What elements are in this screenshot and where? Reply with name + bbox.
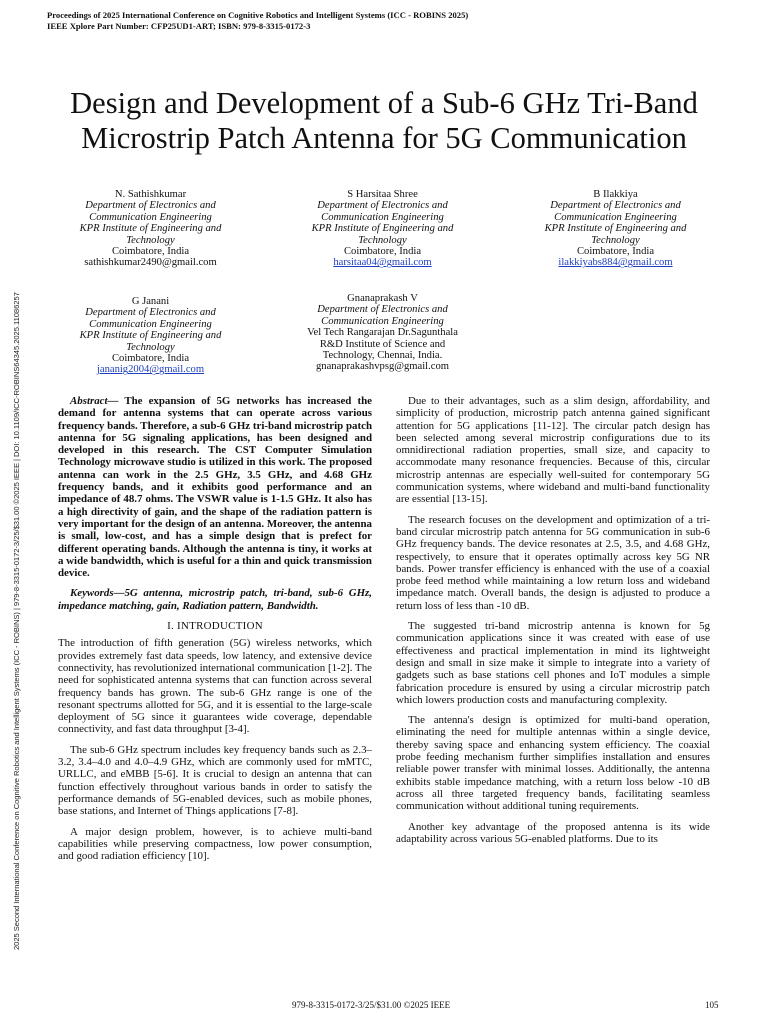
- paragraph: Due to their advantages, such as a slim design, affordability, and simplicity of production, microstrip patch antenna gained significant attention for 5G applications [11-12]. The circular patch design has been selected among several microstrip configurations due to its omnidirectional radiation properties, small size, and capacity to accommodate many resonance frequencies. Because of this, circular microstrip antennas are especially well-suited for contemporary 5G communication systems, where wideband and multi-band functionality are essential [13-15].: [396, 395, 710, 506]
- author-dept: Department of Electronics and: [85, 307, 216, 319]
- author-name: B Ilakkiya: [593, 189, 638, 200]
- title-line-2: Microstrip Patch Antenna for 5G Communication: [81, 121, 687, 155]
- paragraph: Another key advantage of the proposed antenna is its wide adaptability across various 5G-enabled platforms. Due to its: [396, 820, 710, 845]
- author-inst: KPR Institute of Engineering and: [79, 330, 222, 342]
- author-city: Coimbatore, India: [343, 246, 422, 258]
- author-block-3: [513, 189, 718, 269]
- paragraph: The introduction of fifth generation (5G) wireless networks, which provides extremely fast data speeds, low latency, and extensive device connectivity, has revolutionized international communication [1-2]. The need for sophisticated antenna systems that can function across several frequency bands has grown. The sub-6 GHz range is one of the resonant spectrums allotted for 5G, and it is essential to the large-scale deployment of 5G since it guarantees wide coverage, dependable connectivity, and fast data throughput [3-4].: [58, 637, 372, 736]
- author-inst: Technology: [126, 234, 175, 246]
- paragraph: The antenna's design is optimized for multi-band operation, eliminating the need for multiple antennas within a single device, thereby saving space and enhancing system efficiency. The coaxial probe feeding mechanism further simplifies installation and ensures reliable power transfer with minimal losses. Additionally, the antenna exhibits stable impedance matching, with a return loss below -10 dB across all three targeted frequency bands, facilitating seamless communication without additional tuning requirements.: [396, 714, 710, 813]
- author-dept: Department of Electronics and: [317, 200, 448, 212]
- doi-sidebar: [0, 0, 20, 1024]
- author-name: G Janani: [131, 296, 170, 307]
- author-inst: Technology: [126, 341, 175, 353]
- abstract-text: The expansion of 5G networks has increased the demand for antenna systems that can operate across various frequency bands. Therefore, a sub-6 GHz tri-band microstrip patch antenna for 5G signaling applications, has been designed and developed in this research. The CST Computer Simulation Technology microwave studio is utilized in this work. The proposed antenna can work in the 2.5 GHz, 3.5 GHz, and 4.68 GHz frequency bands, and it exhibits good performance and an impedance of 48.7 ohms. The VSWR value is 1-1.5 GHz. It also has a high directivity of gain, and the shape of the radiation pattern is very important for the design of an antenna. Moreover, the antenna is small, low-cost, and has a simple design that is prefect for different operating bands. Although the antenna is tiny, it works at a wide bandwidth, which is useful for a thin and quick transmission device.: [58, 395, 372, 580]
- paragraph: The suggested tri-band microstrip antenna is known for 5g communication applications since it was created with ease of use effectiveness and practical implementation in mind its lightweight design and small in size make it simple to integrate into a variety of gadgets such as base stations cell phones and IoT modules a simple fabrication procedure is ensured by using a circular microstrip patch which lowers production costs and manufacturing complexity.: [396, 620, 710, 706]
- proceedings-header: [47, 10, 468, 32]
- author-dept: Department of Electronics and: [85, 200, 216, 212]
- author-city: Coimbatore, India: [576, 246, 655, 258]
- author-dept: Communication Engineering: [554, 211, 677, 223]
- author-dept: Communication Engineering: [89, 211, 212, 223]
- author-dept: Communication Engineering: [321, 315, 444, 327]
- author-block-2: [280, 189, 485, 269]
- author-inst: R&D Institute of Science and: [319, 338, 446, 350]
- author-email[interactable]: gnanaprakashvpsg@gmail.com: [315, 361, 450, 373]
- header-line-1: Proceedings of 2025 International Conference on Cognitive Robotics and Intelligent Systems (ICC - ROBINS 2025): [47, 10, 469, 20]
- title-line-1: Design and Development of a Sub-6 GHz Tri-Band: [70, 86, 698, 120]
- header-line-2: IEEE Xplore Part Number: CFP25UD1-ART; ISBN: 979-8-3315-0172-3: [47, 21, 311, 31]
- author-email-link[interactable]: ilakkiyabs884@gmail.com: [558, 257, 673, 269]
- author-block-5: [265, 293, 500, 373]
- paper-title: [30, 86, 738, 156]
- section-heading-introduction: I. INTRODUCTION: [167, 620, 263, 633]
- author-city: Coimbatore, India: [111, 353, 190, 365]
- author-inst: KPR Institute of Engineering and: [544, 223, 687, 235]
- paragraph: A major design problem, however, is to achieve multi-band capabilities while preserving compactness, low power consumption, and good radiation efficiency [10].: [58, 825, 372, 863]
- footer-copyright: 979-8-3315-0172-3/25/$31.00 ©2025 IEEE: [292, 1000, 451, 1010]
- author-name: N. Sathishkumar: [114, 189, 187, 200]
- author-email-link[interactable]: jananig2004@gmail.com: [96, 364, 205, 376]
- author-inst: KPR Institute of Engineering and: [311, 223, 454, 235]
- author-dept: Communication Engineering: [321, 211, 444, 223]
- keywords: Keywords—5G antenna, microstrip patch, tri-band, sub-6 GHz, impedance matching, gain, Radiation pattern, Bandwidth.: [58, 587, 372, 612]
- sidebar-text: 2025 Second International Conference on Cognitive Robotics and Intelligent Systems (ICC - ROBINS) | 979-8-3315-0172-3/25/$31.00 ©2025 IEEE | DOI: 10.1109/ICC-ROBINS64345.2025.11086257: [12, 292, 21, 950]
- paragraph: The sub-6 GHz spectrum includes key frequency bands such as 2.3–3.2, 3.4–4.0 and 4.0–4.9 GHz, which are commonly used for mMTC, URLLC, and eMBB [5-6]. It is crucial to design an antenna that can function effectively throughout various bands in order to satisfy the performance demands of 5G-enabled devices, such as mobile phones, base stations, and Internet of Things applications [7-8].: [58, 743, 372, 818]
- author-block-1: [48, 189, 253, 269]
- author-inst: Technology: [358, 234, 407, 246]
- author-city: Technology, Chennai, India.: [322, 350, 443, 362]
- author-name: S Harsitaa Shree: [347, 189, 418, 200]
- author-dept: Department of Electronics and: [550, 200, 681, 212]
- page-number: 105: [705, 1000, 719, 1010]
- author-dept: Communication Engineering: [89, 318, 212, 330]
- paragraph: The research focuses on the development and optimization of a tri-band circular microstrip patch antenna for 5G communication in sub-6 GHz frequency bands. The device resonates at 2.5, 3.5, and 4.68 GHz, respectively, to ensure that it operates optimally across key 5G NR bands. Power transfer efficiency is enhanced with the use of a coaxial probe feed method while maintaining a low return loss and wideband impedance match. Overall bands, the design is adjusted to produce a return loss of less than -10 dB.: [396, 513, 710, 612]
- author-inst: Vel Tech Rangarajan Dr.Sagunthala: [307, 327, 458, 339]
- author-inst: Technology: [591, 234, 640, 246]
- left-column: [58, 395, 372, 870]
- author-city: Coimbatore, India: [111, 246, 190, 258]
- author-email-link[interactable]: harsitaa04@gmail.com: [333, 257, 432, 269]
- author-dept: Department of Electronics and: [317, 304, 448, 316]
- abstract: [58, 395, 372, 579]
- author-email[interactable]: sathishkumar2490@gmail.com: [84, 257, 217, 269]
- author-block-4: [48, 296, 253, 376]
- author-name: Gnanaprakash V: [347, 293, 418, 304]
- author-inst: KPR Institute of Engineering and: [79, 223, 222, 235]
- abstract-lead: Abstract—: [70, 395, 119, 407]
- right-column: [396, 395, 710, 853]
